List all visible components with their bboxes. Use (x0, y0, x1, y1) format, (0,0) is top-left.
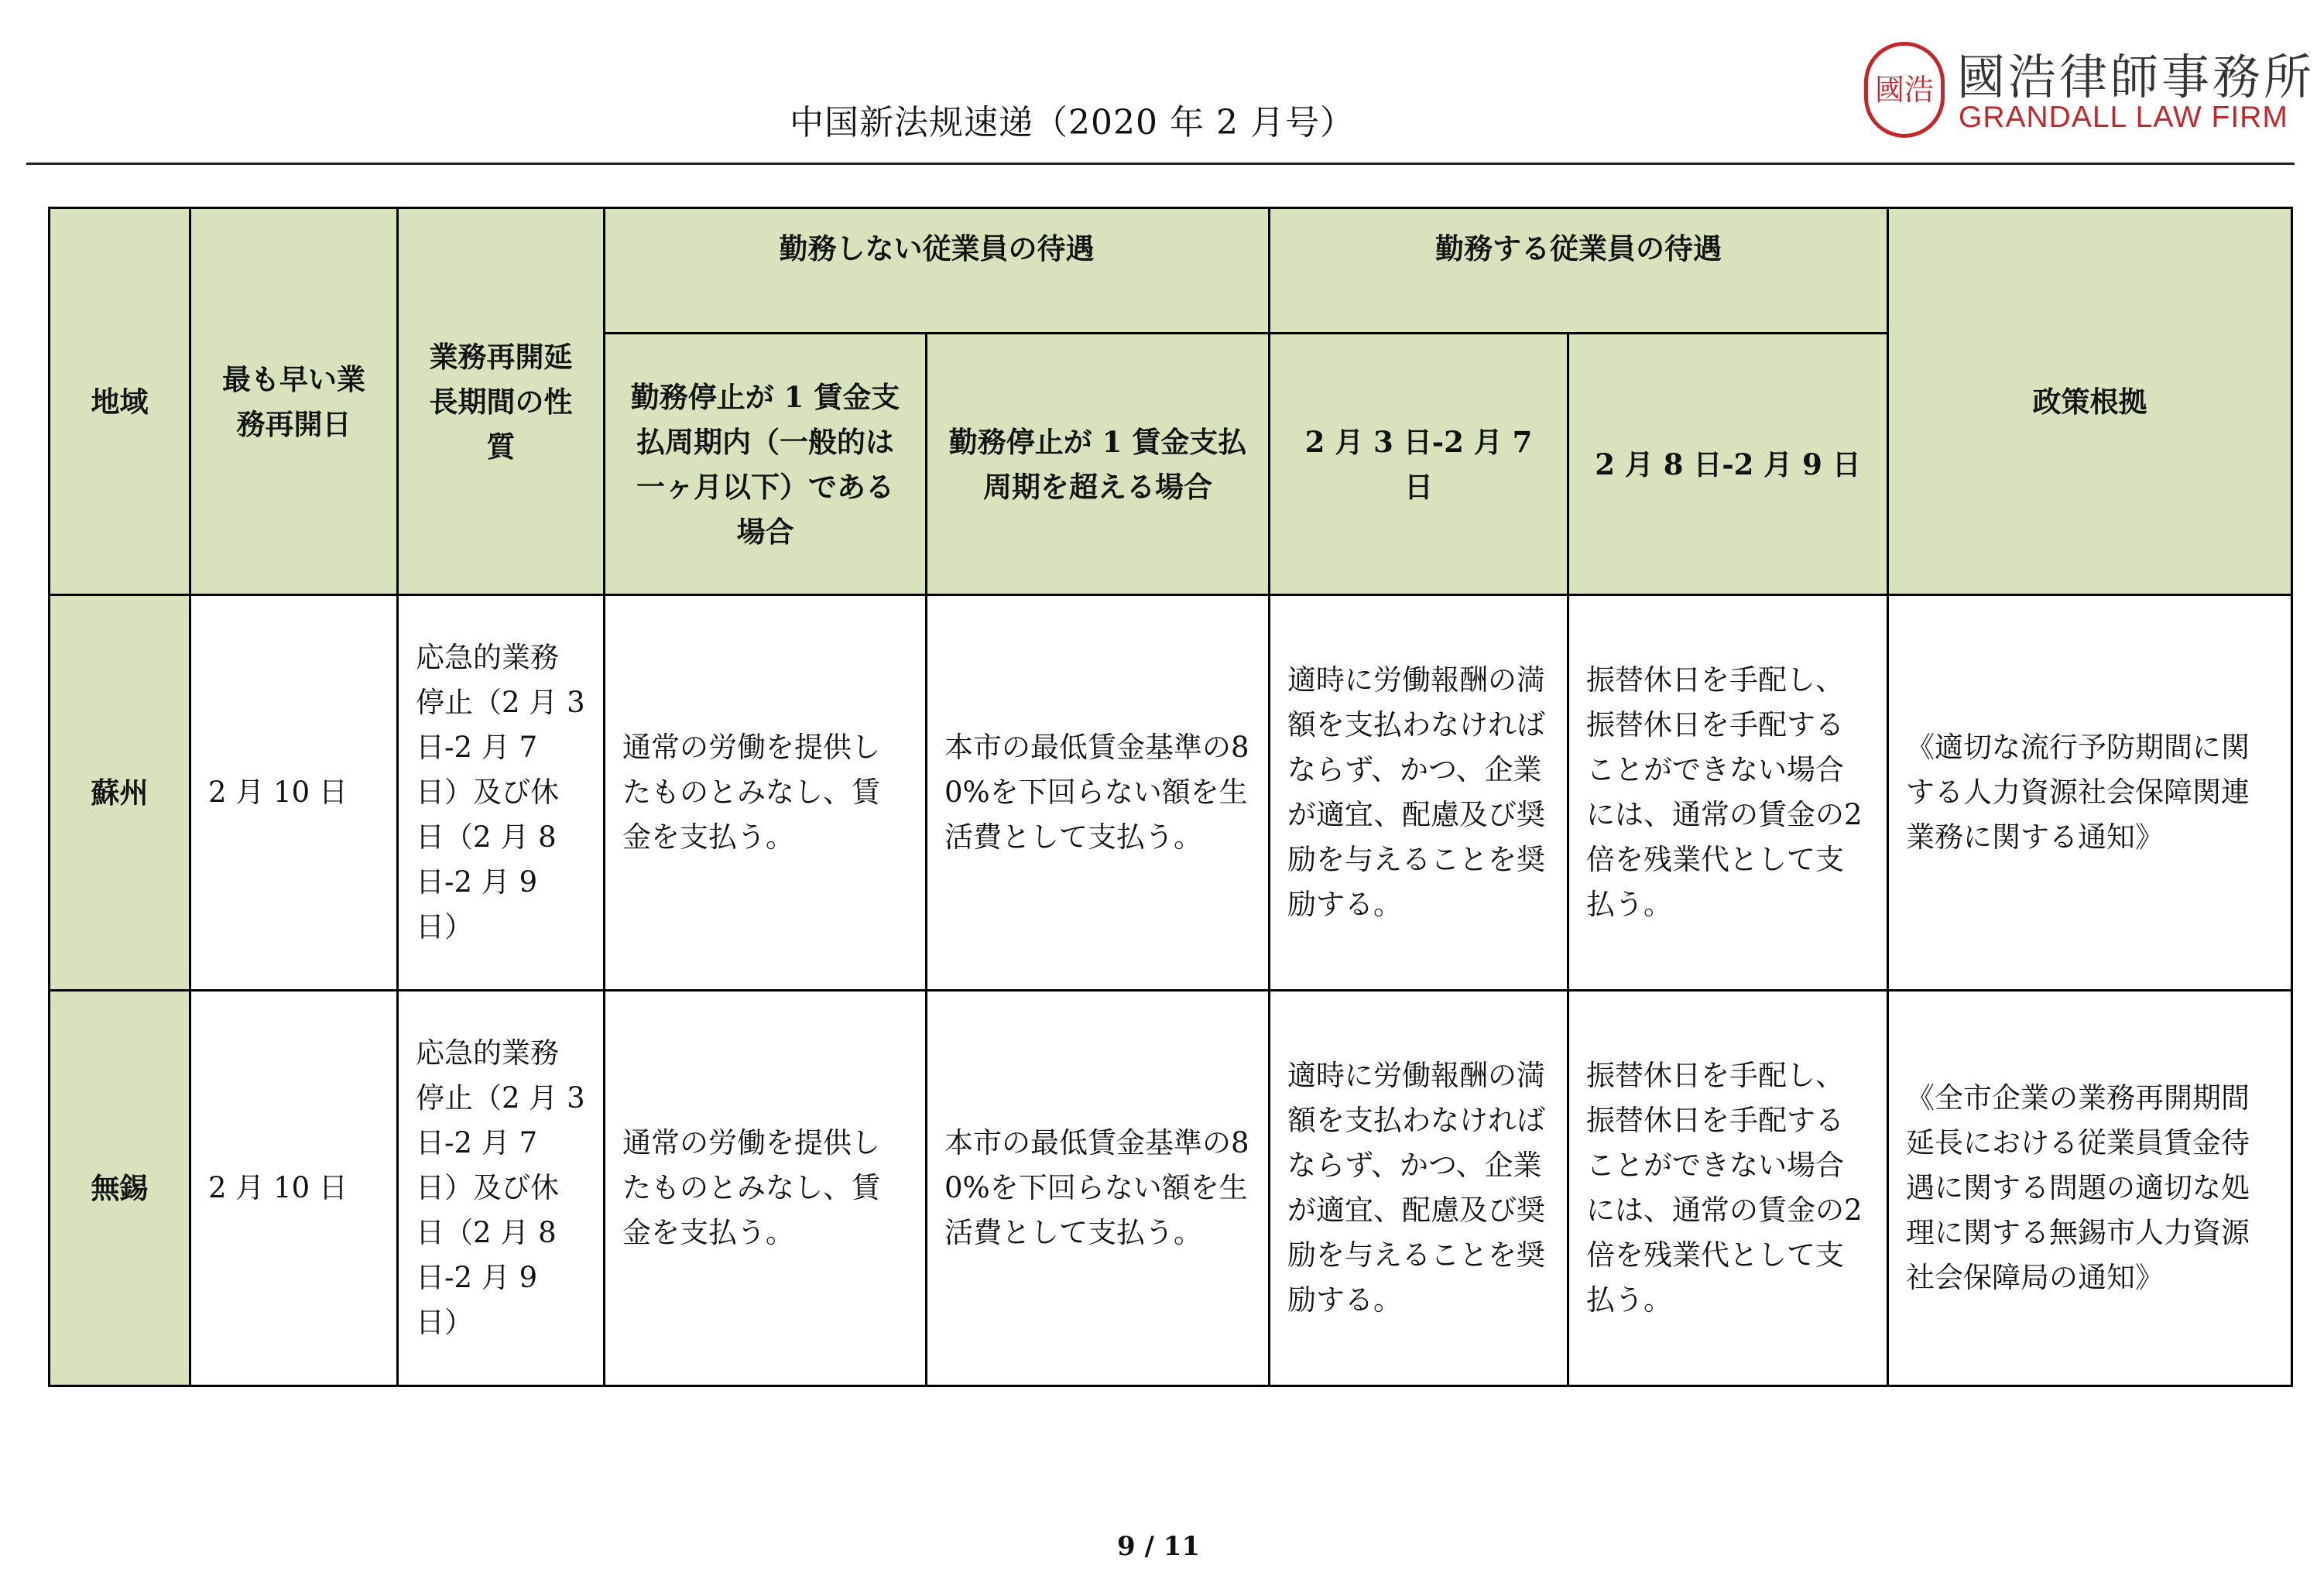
region-cell: 無錫 (50, 991, 190, 1386)
header-divider (26, 163, 2295, 165)
header-over-pay-cycle: 勤務停止が 1 賃金支払周期を超える場合 (927, 334, 1270, 595)
seal-icon: 國浩 (1864, 42, 1945, 138)
period1-cell: 適時に労働報酬の満額を支払わなければならず、かつ、企業が適宜、配慮及び奨励を与えることを奨励する。 (1270, 595, 1568, 991)
over-cycle-cell: 本市の最低賃金基準の80%を下回らない額を生活費として支払う。 (927, 595, 1270, 991)
header-period-feb8-feb9: 2 月 8 日-2 月 9 日 (1568, 334, 1888, 595)
earliest-date-cell: 2 月 10 日 (190, 991, 398, 1386)
period1-cell: 適時に労働報酬の満額を支払わなければならず、かつ、企業が適宜、配慮及び奨励を与えることを奨励する。 (1270, 991, 1568, 1386)
document-header-title: 中国新法规速递（2020 年 2 月号） (790, 103, 1355, 142)
header-period-feb3-feb7: 2 月 3 日-2 月 7 日 (1270, 334, 1568, 595)
header-region: 地域 (50, 208, 190, 595)
page-number: 9 / 11 (1116, 1531, 1201, 1562)
over-cycle-cell: 本市の最低賃金基準の80%を下回らない額を生活費として支払う。 (927, 991, 1270, 1386)
header-policy-basis: 政策根拠 (1888, 208, 2292, 595)
table-row (50, 991, 2292, 1386)
logo-chinese-name: 國浩律師事務所 (1957, 49, 2315, 105)
period2-cell: 振替休日を手配し、振替休日を手配することができない場合には、通常の賃金の2 倍を残業代として支払う。 (1568, 991, 1888, 1386)
logo-english-name: GRANDALL LAW FIRM (1959, 101, 2288, 134)
header-extension-nature: 業務再開延長期間の性質 (398, 208, 605, 595)
policy-cell: 《全市企業の業務再開期間延長における従業員賃金待遇に関する問題の適切な処理に関する無錫市人力資源社会保障局の通知》 (1888, 991, 2292, 1386)
header-not-working-group: 勤務しない従業員の待遇 (605, 208, 1270, 334)
table-row (50, 595, 2292, 991)
earliest-date-cell: 2 月 10 日 (190, 595, 398, 991)
within-cycle-cell: 通常の労働を提供したものとみなし、賃金を支払う。 (605, 991, 927, 1386)
firm-logo (1864, 39, 2315, 139)
header-earliest-reopen: 最も早い業務再開日 (190, 208, 398, 595)
policy-table (48, 207, 2293, 1387)
period2-cell: 振替休日を手配し、振替休日を手配することができない場合には、通常の賃金の2 倍を残業代として支払う。 (1568, 595, 1888, 991)
policy-cell: 《適切な流行予防期間に関する人力資源社会保障関連業務に関する通知》 (1888, 595, 2292, 991)
header-working-group: 勤務する従業員の待遇 (1270, 208, 1888, 334)
region-cell: 蘇州 (50, 595, 190, 991)
header-within-pay-cycle: 勤務停止が 1 賃金支払周期内（一般的は一ヶ月以下）である場合 (605, 334, 927, 595)
nature-cell: 応急的業務停止（2 月 3 日-2 月 7 日）及び休日（2 月 8 日-2 月 9 日） (398, 595, 605, 991)
nature-cell: 応急的業務停止（2 月 3 日-2 月 7 日）及び休日（2 月 8 日-2 月 9 日） (398, 991, 605, 1386)
within-cycle-cell: 通常の労働を提供したものとみなし、賃金を支払う。 (605, 595, 927, 991)
